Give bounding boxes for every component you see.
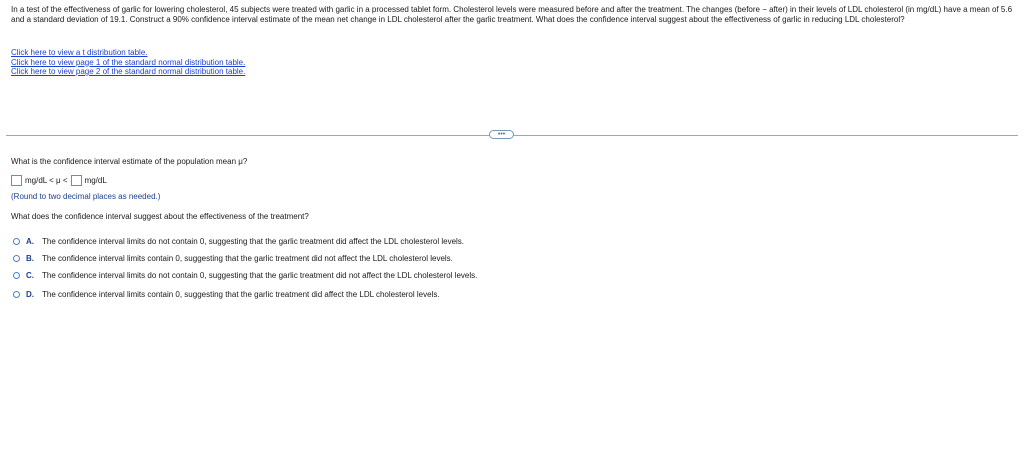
choice-c[interactable] xyxy=(11,271,477,280)
ci-answer-row xyxy=(11,175,110,186)
choice-b[interactable] xyxy=(11,254,453,263)
radio-c-icon[interactable] xyxy=(13,272,20,279)
choice-d[interactable] xyxy=(11,290,440,299)
choice-a[interactable] xyxy=(11,237,464,246)
table-links xyxy=(11,48,245,77)
choice-d-letter: D. xyxy=(26,290,34,299)
ci-unit-label: mg/dL xyxy=(84,176,107,185)
choice-c-letter: C. xyxy=(26,271,34,280)
choice-b-text: The confidence interval limits contain 0, suggesting that the garlic treatment did not affect the LDL cholesterol levels. xyxy=(42,254,453,263)
problem-statement: In a test of the effectiveness of garlic for lowering cholesterol, 45 subjects were treated with garlic in a processed tablet form. Cholesterol levels were measured before and after the treatment. The changes (before − after) in their levels of LDL cholesterol (in mg/dL) have a mean of 5.6 and a standard deviation of 19.1. Construct a 90% confidence interval estimate of the mean net change in LDL cholesterol after the garlic treatment. What does the confidence interval suggest about the effectiveness of garlic in reducing LDL cholesterol? xyxy=(11,5,1013,24)
ci-lower-input[interactable] xyxy=(11,175,22,186)
radio-b-icon[interactable] xyxy=(13,255,20,262)
normal-table-page2-link[interactable]: Click here to view page 2 of the standard normal distribution table. xyxy=(11,67,246,76)
expand-more-button[interactable]: ••• xyxy=(489,130,514,139)
question-ci: What is the confidence interval estimate of the population mean μ? xyxy=(11,157,248,166)
radio-d-icon[interactable] xyxy=(13,291,20,298)
choice-a-text: The confidence interval limits do not contain 0, suggesting that the garlic treatment did affect the LDL cholesterol levels. xyxy=(42,237,465,246)
t-distribution-link[interactable]: Click here to view a t distribution table. xyxy=(11,48,148,57)
choice-b-letter: B. xyxy=(26,254,34,263)
ci-upper-input[interactable] xyxy=(71,175,82,186)
rounding-hint: (Round to two decimal places as needed.) xyxy=(11,192,161,201)
choice-d-text: The confidence interval limits contain 0, suggesting that the garlic treatment did affect the LDL cholesterol levels. xyxy=(42,290,440,299)
question-effectiveness: What does the confidence interval suggest about the effectiveness of the treatment? xyxy=(11,212,309,221)
choice-c-text: The confidence interval limits do not contain 0, suggesting that the garlic treatment did not affect the LDL cholesterol levels. xyxy=(42,271,478,280)
radio-a-icon[interactable] xyxy=(13,238,20,245)
choice-a-letter: A. xyxy=(26,237,34,246)
normal-table-page1-link[interactable]: Click here to view page 1 of the standard normal distribution table. xyxy=(11,57,246,67)
ci-inequality-label: mg/dL < μ < xyxy=(25,176,68,185)
